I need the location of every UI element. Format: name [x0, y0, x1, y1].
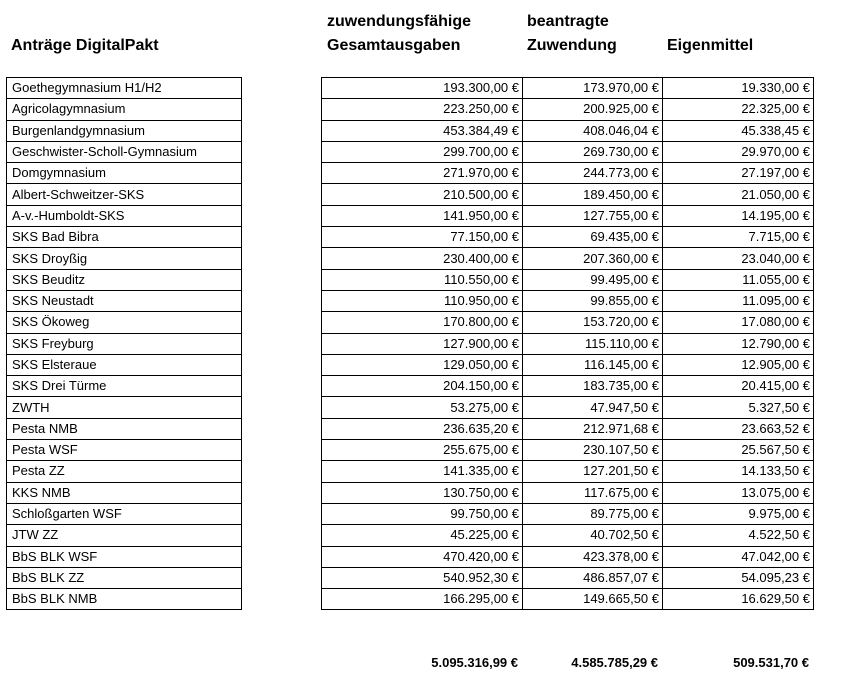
- school-names-table: [6, 77, 242, 610]
- gesamtausgaben-cell: 141.950,00 €: [322, 205, 523, 226]
- gesamtausgaben-cell: 210.500,00 €: [322, 184, 523, 205]
- table-row: [7, 227, 242, 248]
- table-row: [322, 227, 814, 248]
- eigenmittel-cell: 4.522,50 €: [663, 525, 814, 546]
- eigenmittel-cell: 45.338,45 €: [663, 120, 814, 141]
- table-row: [322, 248, 814, 269]
- table-row: [7, 546, 242, 567]
- school-name-cell: Geschwister-Scholl-Gymnasium: [7, 141, 242, 162]
- zuwendung-cell: 40.702,50 €: [523, 525, 663, 546]
- gesamtausgaben-cell: 129.050,00 €: [322, 354, 523, 375]
- table-row: [322, 163, 814, 184]
- school-name-cell: SKS Droyßig: [7, 248, 242, 269]
- school-name-cell: Pesta WSF: [7, 440, 242, 461]
- zuwendung-cell: 115.110,00 €: [523, 333, 663, 354]
- eigenmittel-cell: 17.080,00 €: [663, 312, 814, 333]
- gesamtausgaben-cell: 540.952,30 €: [322, 567, 523, 588]
- table-row: [7, 376, 242, 397]
- table-row: [7, 461, 242, 482]
- school-name-cell: SKS Freyburg: [7, 333, 242, 354]
- zuwendung-cell: 127.201,50 €: [523, 461, 663, 482]
- zuwendung-cell: 207.360,00 €: [523, 248, 663, 269]
- table-row: [322, 418, 814, 439]
- column-header-zuwendung-line2: Zuwendung: [527, 37, 617, 54]
- table-row: [322, 312, 814, 333]
- school-name-cell: KKS NMB: [7, 482, 242, 503]
- zuwendung-cell: 423.378,00 €: [523, 546, 663, 567]
- gesamtausgaben-cell: 130.750,00 €: [322, 482, 523, 503]
- eigenmittel-cell: 5.327,50 €: [663, 397, 814, 418]
- eigenmittel-cell: 14.133,50 €: [663, 461, 814, 482]
- eigenmittel-cell: 22.325,00 €: [663, 99, 814, 120]
- eigenmittel-cell: 27.197,00 €: [663, 163, 814, 184]
- table-row: [322, 354, 814, 375]
- eigenmittel-cell: 47.042,00 €: [663, 546, 814, 567]
- gesamtausgaben-cell: 204.150,00 €: [322, 376, 523, 397]
- school-name-cell: SKS Ökoweg: [7, 312, 242, 333]
- zuwendung-cell: 99.855,00 €: [523, 290, 663, 311]
- zuwendung-cell: 486.857,07 €: [523, 567, 663, 588]
- amounts-table: [321, 77, 814, 610]
- school-name-cell: Albert-Schweitzer-SKS: [7, 184, 242, 205]
- total-eigenmittel: 509.531,70 €: [733, 655, 809, 670]
- gesamtausgaben-cell: 110.950,00 €: [322, 290, 523, 311]
- gesamtausgaben-cell: 141.335,00 €: [322, 461, 523, 482]
- gesamtausgaben-cell: 127.900,00 €: [322, 333, 523, 354]
- school-name-cell: SKS Bad Bibra: [7, 227, 242, 248]
- table-row: [322, 567, 814, 588]
- eigenmittel-cell: 13.075,00 €: [663, 482, 814, 503]
- table-row: [7, 418, 242, 439]
- zuwendung-cell: 183.735,00 €: [523, 376, 663, 397]
- zuwendung-cell: 244.773,00 €: [523, 163, 663, 184]
- gesamtausgaben-cell: 166.295,00 €: [322, 589, 523, 610]
- school-name-cell: JTW ZZ: [7, 525, 242, 546]
- zuwendung-cell: 212.971,68 €: [523, 418, 663, 439]
- school-name-cell: Pesta NMB: [7, 418, 242, 439]
- zuwendung-cell: 230.107,50 €: [523, 440, 663, 461]
- school-name-cell: BbS BLK ZZ: [7, 567, 242, 588]
- eigenmittel-cell: 9.975,00 €: [663, 503, 814, 524]
- table-row: [322, 99, 814, 120]
- column-header-zuwendung-line1: beantragte: [527, 13, 609, 30]
- school-name-cell: Burgenlandgymnasium: [7, 120, 242, 141]
- gesamtausgaben-cell: 255.675,00 €: [322, 440, 523, 461]
- school-name-cell: Domgymnasium: [7, 163, 242, 184]
- table-row: [322, 376, 814, 397]
- table-row: [322, 269, 814, 290]
- table-row: [7, 290, 242, 311]
- zuwendung-cell: 99.495,00 €: [523, 269, 663, 290]
- table-row: [7, 440, 242, 461]
- zuwendung-cell: 173.970,00 €: [523, 78, 663, 99]
- zuwendung-cell: 127.755,00 €: [523, 205, 663, 226]
- table-row: [7, 99, 242, 120]
- eigenmittel-cell: 11.055,00 €: [663, 269, 814, 290]
- column-header-eigenmittel: Eigenmittel: [667, 37, 754, 54]
- school-name-cell: A-v.-Humboldt-SKS: [7, 205, 242, 226]
- table-row: [7, 354, 242, 375]
- gesamtausgaben-cell: 193.300,00 €: [322, 78, 523, 99]
- zuwendung-cell: 47.947,50 €: [523, 397, 663, 418]
- zuwendung-cell: 189.450,00 €: [523, 184, 663, 205]
- school-name-cell: Pesta ZZ: [7, 461, 242, 482]
- table-row: [322, 525, 814, 546]
- table-row: [7, 78, 242, 99]
- table-row: [7, 141, 242, 162]
- school-name-cell: ZWTH: [7, 397, 242, 418]
- table-row: [7, 567, 242, 588]
- table-row: [322, 440, 814, 461]
- gesamtausgaben-cell: 453.384,49 €: [322, 120, 523, 141]
- school-name-cell: BbS BLK WSF: [7, 546, 242, 567]
- table-row: [322, 205, 814, 226]
- gesamtausgaben-cell: 110.550,00 €: [322, 269, 523, 290]
- table-row: [322, 461, 814, 482]
- gesamtausgaben-cell: 299.700,00 €: [322, 141, 523, 162]
- school-name-cell: BbS BLK NMB: [7, 589, 242, 610]
- eigenmittel-cell: 7.715,00 €: [663, 227, 814, 248]
- gesamtausgaben-cell: 223.250,00 €: [322, 99, 523, 120]
- gesamtausgaben-cell: 53.275,00 €: [322, 397, 523, 418]
- school-name-cell: SKS Beuditz: [7, 269, 242, 290]
- gesamtausgaben-cell: 236.635,20 €: [322, 418, 523, 439]
- eigenmittel-cell: 25.567,50 €: [663, 440, 814, 461]
- zuwendung-cell: 89.775,00 €: [523, 503, 663, 524]
- zuwendung-cell: 116.145,00 €: [523, 354, 663, 375]
- table-row: [322, 482, 814, 503]
- eigenmittel-cell: 12.905,00 €: [663, 354, 814, 375]
- table-row: [7, 184, 242, 205]
- school-name-cell: Agricolagymnasium: [7, 99, 242, 120]
- gesamtausgaben-cell: 230.400,00 €: [322, 248, 523, 269]
- table-row: [322, 120, 814, 141]
- table-row: [7, 503, 242, 524]
- table-row: [322, 546, 814, 567]
- eigenmittel-cell: 23.040,00 €: [663, 248, 814, 269]
- column-header-gesamtausgaben-line2: Gesamtausgaben: [327, 37, 461, 54]
- zuwendung-cell: 408.046,04 €: [523, 120, 663, 141]
- eigenmittel-cell: 20.415,00 €: [663, 376, 814, 397]
- eigenmittel-cell: 54.095,23 €: [663, 567, 814, 588]
- eigenmittel-cell: 29.970,00 €: [663, 141, 814, 162]
- gesamtausgaben-cell: 271.970,00 €: [322, 163, 523, 184]
- eigenmittel-cell: 11.095,00 €: [663, 290, 814, 311]
- table-row: [322, 184, 814, 205]
- gesamtausgaben-cell: 99.750,00 €: [322, 503, 523, 524]
- zuwendung-cell: 269.730,00 €: [523, 141, 663, 162]
- school-name-cell: SKS Elsteraue: [7, 354, 242, 375]
- table-row: [7, 163, 242, 184]
- gesamtausgaben-cell: 77.150,00 €: [322, 227, 523, 248]
- total-zuwendung: 4.585.785,29 €: [571, 655, 658, 670]
- eigenmittel-cell: 16.629,50 €: [663, 589, 814, 610]
- table-row: [322, 290, 814, 311]
- table-row: [7, 589, 242, 610]
- table-row: [7, 482, 242, 503]
- gesamtausgaben-cell: 45.225,00 €: [322, 525, 523, 546]
- zuwendung-cell: 69.435,00 €: [523, 227, 663, 248]
- table-row: [7, 525, 242, 546]
- gesamtausgaben-cell: 470.420,00 €: [322, 546, 523, 567]
- table-row: [322, 503, 814, 524]
- column-header-gesamtausgaben-line1: zuwendungsfähige: [327, 13, 471, 30]
- school-name-cell: Goethegymnasium H1/H2: [7, 78, 242, 99]
- table-row: [322, 589, 814, 610]
- sheet-title: Anträge DigitalPakt: [11, 37, 159, 54]
- eigenmittel-cell: 23.663,52 €: [663, 418, 814, 439]
- table-row: [322, 397, 814, 418]
- eigenmittel-cell: 19.330,00 €: [663, 78, 814, 99]
- zuwendung-cell: 149.665,50 €: [523, 589, 663, 610]
- school-name-cell: SKS Neustadt: [7, 290, 242, 311]
- table-row: [7, 248, 242, 269]
- table-row: [7, 120, 242, 141]
- eigenmittel-cell: 21.050,00 €: [663, 184, 814, 205]
- zuwendung-cell: 200.925,00 €: [523, 99, 663, 120]
- school-name-cell: SKS Drei Türme: [7, 376, 242, 397]
- table-row: [322, 333, 814, 354]
- table-row: [7, 269, 242, 290]
- gesamtausgaben-cell: 170.800,00 €: [322, 312, 523, 333]
- school-name-cell: Schloßgarten WSF: [7, 503, 242, 524]
- zuwendung-cell: 153.720,00 €: [523, 312, 663, 333]
- table-row: [7, 397, 242, 418]
- table-row: [7, 312, 242, 333]
- table-row: [322, 78, 814, 99]
- eigenmittel-cell: 12.790,00 €: [663, 333, 814, 354]
- table-row: [322, 141, 814, 162]
- zuwendung-cell: 117.675,00 €: [523, 482, 663, 503]
- eigenmittel-cell: 14.195,00 €: [663, 205, 814, 226]
- table-row: [7, 205, 242, 226]
- total-gesamtausgaben: 5.095.316,99 €: [431, 655, 518, 670]
- table-row: [7, 333, 242, 354]
